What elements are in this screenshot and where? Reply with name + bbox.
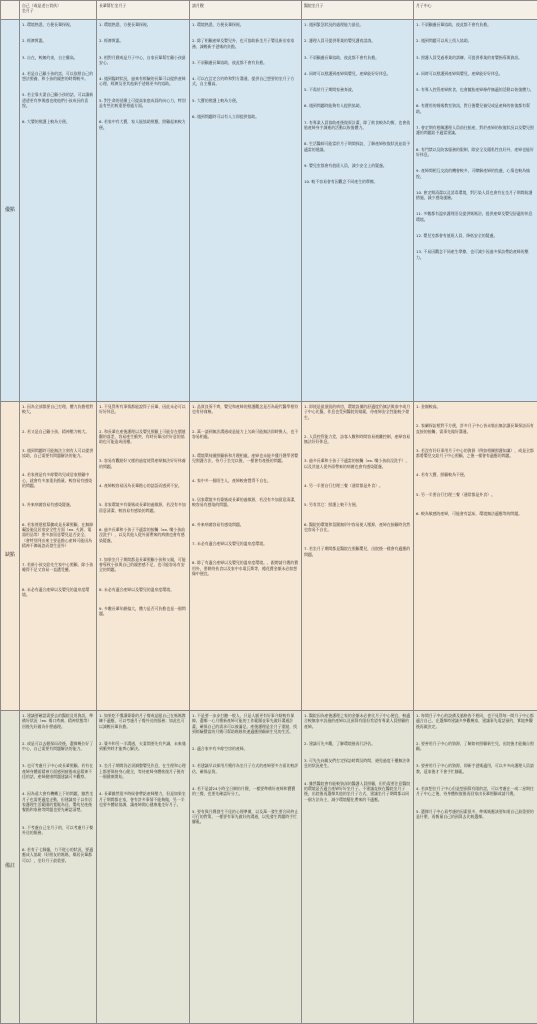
advantages-self-cell (20, 20, 97, 402)
header-row (1, 1, 537, 20)
list-item: 4. 遇到臨時狀況，過來有經驗的長輩可以提供產婦心理、經濟及更其他新手爸媽更多的協助。 (99, 76, 187, 87)
list-item: 5. 非家環境多有婆媽或長輩的過敏源，若沒有多加留意清潔，較容易有感染的問題。 (99, 502, 187, 513)
list-item: 6. 遇到問題時可以有人立即提供協助。 (192, 114, 299, 119)
list-item: 8. 未必有適合產婦以及嬰兒的溫泉度環境。 (99, 587, 187, 592)
column-header-self: 自己（或是老公買伙） 坐月子 (20, 1, 97, 20)
list-item: 3. 相對月嫂或是月子中心，自家長輩幫忙顧小孩最安心。 (99, 55, 187, 66)
corner-cell (1, 1, 20, 20)
list-item: 2. 適合家中有多餘空房的產婦。 (192, 746, 299, 751)
list-item: 5. 有專人控管產婦飲食，也會隨胎產婦條件無適的活動以恢復體力。 (416, 87, 535, 92)
column-header-center: 月子中心 (414, 1, 537, 20)
list-item: 7. 若坐月子期間都是醫院在照顧嬰兒，出院後一樣會有適應的問題。 (304, 546, 411, 557)
list-item: 4. 長輩雖然很多時候會帶給產婦壓力，但是如果坐月子期間都在家，會有許多事情不能夠做，另一半也要多體貼協調，讓產婦開心健康地坐好月子。 (99, 791, 187, 807)
list-item: 3. 自在，較無約束，自主權高。 (22, 55, 94, 60)
list-item: 7. 未必有適合產婦以及嬰兒的溫泉度環境。 (192, 541, 299, 546)
considerations-hospital-cell (302, 711, 414, 1024)
list-item: 2. 家屬探訪相對不方便，許多月子中心皆未集出無法讓長輩探訪而有直接的接觸，需事先做好溝通。 (416, 423, 535, 434)
list-item: 4. 若不是請24小時全日制的月嫂，一樣要準備好產婦和寶寶的三餐，也要先確認好分工。 (192, 786, 299, 797)
row-header-advantages: 優點 (1, 20, 20, 402)
list-item: 8. 有門禁以及防客服務的限制，除安全及隱私性良好外，產婦也能好好休息。 (416, 147, 535, 158)
list-item: 4. 家中多一個陌生人，產婦較會覺得不自在。 (192, 478, 299, 483)
list-item: 4. 若家裡是有多餘嬰幼兒或居家照顧中心，就會有多加重負擔量，較容易有感染的問題。 (22, 472, 94, 488)
list-item: 1. 如果吃不慣讓婆婆的月子餐或是跟自己在媽媽教練不適應，可以考慮月子餐外送的服務；如此也可以減輕長輩負擔。 (99, 713, 187, 729)
list-item: 5. 選擇月子中心看考慮的因素很多，準媽媽應該要知道自己最重要的是什麼，再衡量自己的預算去比較選擇。 (416, 809, 535, 820)
list-item: 1. 不是要一步步打聽一般人，只是人脈更有好事介紹較有保障，選哪一心月嫂新產婦可能的工作範圍並事先做好溝通計畫，確保自己的需求可以被滿足。產後護理是坐月子重點，找到經驗豐富的月嫂可幫助媽媽快速適應照顧新生兒的生活。 (192, 713, 299, 734)
list-item: 3. 若建議早以採用月嫂作為坐月子方式的產婦要多方面比較評估，確保品質。 (192, 763, 299, 774)
disadvantages-elders-cell (97, 402, 190, 711)
list-item: 7. 有專業人員協助產後復原計畫，除了飲食較為均衡，也會依胎產婦身手調進的活動以恢復體力。 (304, 120, 411, 131)
list-item: 6. 有費用的媽媽教室資訊，對日後嬰兒養兒或是產婦的恢復都有幫助。 (416, 103, 535, 114)
list-item: 6. 大嬰的照護上較為方便。 (22, 119, 94, 124)
list-item: 3. 要善用月子中心的資源，即新手爸媽適用，可以多多向護理人員請教，返家後才不會手忙腳亂。 (416, 763, 535, 774)
list-item: 8. 除了有適合產婦以及嬰兒的溫泉度環境。，跟聘請月嫂的費用外，要耕的伙食以及家中水電瓦斯等，總花費金額未必如想像中便宜。 (192, 560, 299, 576)
list-item: 1. 不須顧慮長輩協助，彼此都不會有負擔。 (416, 22, 535, 27)
list-item: 4. 可以在訂定合約時和對方溝通，提供自己想要的坐月子方式，自主權高。 (192, 76, 299, 87)
list-item: 1. 環境熟悉，方便長輩探視。 (99, 22, 187, 27)
list-item: 4. 若有大寶，照顧較為不便。 (416, 472, 535, 477)
disadvantages-center-cell (414, 402, 537, 711)
list-item: 5. 另一半要自行打理三餐（通常都是外食）。 (416, 492, 535, 497)
disadvantages-nanny-cell (190, 402, 302, 711)
list-item: 6. 較為敏感的產婦，可能會有認床，環境無法適應等的問題。 (416, 511, 535, 516)
list-item: 3. 若沒有好好事用月子中心的資源（例如相關照護知識），或是全都都將嬰兒交給月子中心照顧，之後一樣會有適應的問題。 (416, 448, 535, 459)
list-item: 2. 護理人員可提供專業的嬰兒護育諮詢。 (304, 38, 411, 43)
list-item: 1. 因為全部都要自己打理，體力負擔相對較大。 (22, 404, 94, 415)
list-item: 3. 坐月子期間仍必須調整嬰兒作息，在生理和心理上都要保持身心健全，等待產婦身體恢復月子後有一個健康開始。 (99, 763, 187, 779)
list-item: 4. 雖然醫院會有能較資深的醫護人員照顧，但仍需要注意醫院的環境是否適合產婦好好坐月子。不建議直接在醫院坐月子後，出院後再選擇其他的坐月子方式，建議坐月子期間都以同一個方法為主，減少環境變化帶來的不適應。 (304, 781, 411, 802)
list-item: 2. 人員控管能力差，訪客人數和時間容易被難控制，產婦容易無法好好休息。 (304, 434, 411, 445)
considerations-elders-cell (97, 711, 190, 1024)
list-item: 7. 會定期有相關護理人員前往胎產，對於產婦的恢復狀況以及嬰兒照護的問題給予適當建議。 (416, 125, 535, 136)
advantages-row (1, 20, 537, 402)
list-item: 2. 或是可以去健保局改後，選擇幾位好了中心，自己需要有問題解決的能力。 (22, 741, 94, 752)
list-item: 1. 不見得所有事情都能說得子長輩，因此未必可以好好休息。 (99, 404, 187, 415)
list-item: 5. 另有其它：照護上較不方便。 (304, 502, 411, 507)
advantages-nanny-cell (190, 20, 302, 402)
list-item: 3. 照護人員受過專業的訓練，可提供專業的育嬰指導與資訊。 (416, 55, 535, 60)
list-item: 9. 嬰兒室都會有值班人員，減少安全上的疑慮。 (304, 163, 411, 168)
list-item: 2. 婆多和另一半溝通，夫妻間要先有共識，未來遇到衝突時才能齊心解決。 (99, 741, 187, 752)
row-header-considerations: 備註 (1, 711, 20, 1024)
list-item: 1. 環境熟悉，方便長輩探視。 (22, 22, 94, 27)
list-item: 10. 較不容易會有因觀念不同產生的摩擦。 (304, 179, 411, 184)
advantages-center-cell (414, 20, 537, 402)
list-item: 3. 也可考慮月子中心或長輩照顧。若有在產婦身體面精神方面感到疲倦或是精神不佳的話，產婦健康問題建議可多觀察。 (22, 763, 94, 779)
list-item: 6. 遇到問題時能夠有人提供協助。 (304, 103, 411, 108)
considerations-nanny-cell (190, 711, 302, 1024)
considerations-center-cell (414, 711, 537, 1024)
list-item: 4. 另一半要自行打理三餐（通常都是外食）。 (304, 483, 411, 488)
considerations-self-cell (20, 711, 97, 1024)
list-item: 12. 嬰兒室都會有值班人員，降低安全的疑慮。 (416, 233, 535, 238)
list-item: 13. 不易因觀念不同產生摩擦，也可減少因過多探訪帶給產婦的壓力。 (416, 249, 535, 260)
list-item: 6. 過多長輩和小孩子不適當的接觸（ex. 嘴小孩前沒洗手），以及其他人從外面帶來的病菌也會有感染疑慮。 (99, 527, 187, 543)
list-item: 8. 未必有適合產婦以及嬰兒的溫泉度環境。 (22, 587, 94, 598)
list-item: 5. 不考慮自己坐月子的，可以考慮月子餐外送的服務。 (22, 825, 94, 836)
list-item: 5. 大寶的照護上較為方便。 (192, 98, 299, 103)
advantages-elders-cell (97, 20, 190, 402)
column-header-nanny: 請月嫂 (190, 1, 302, 20)
list-item: 6. 醫院的環境和氛圍無形中容易使人壓抑，產婦在接顧時仍然也容易不自在。 (304, 522, 411, 533)
list-item: 5. 居家環境多有婆媽或長輩的過敏源，若沒有多加留意清潔，較容易有感染的問題。 (192, 497, 299, 508)
list-item: 4. 同時可以照護到產婦與嬰兒，產婦能好好休息。 (304, 71, 411, 76)
list-item: 7. 若新小孩交給先生家中心照顧，除小孩睡得不足又容易一直遭受擾。 (22, 562, 94, 573)
list-item: 3. 環境單純僅照顧新和月嫂相處，產婦也未能多懂月嫂學習嬰兒照護方法，待月子坐完以後，一樣會有產後的問題。 (192, 453, 299, 464)
list-item: 1. 金額較高。 (416, 404, 535, 409)
list-item: 1. 環境熟悉，方便長輩探視。 (192, 22, 299, 27)
disadvantages-self-cell (20, 402, 97, 711)
list-item: 3. 不須顧慮長輩協助，彼此都不會有負擔。 (192, 60, 299, 65)
list-item: 2. 經濟實惠。 (22, 38, 94, 43)
list-item: 2. 和長輩在產後護理以及嬰兒照顧上可能存在價值觀的落差，容易產生衝突，有時長輩出於好意的協助也可能造成困擾。 (99, 429, 187, 445)
advantages-hospital-cell (302, 20, 414, 402)
list-item: 3. 容易有觀點好又樣的過度使得產婦無法好好休養的問題。 (99, 458, 187, 469)
list-item: 10. 會定期清潔以及消毒環境，對污染人員也會有在坐月子期間防護措施，減少感染風險。 (416, 190, 535, 201)
column-header-hospital: 醫院坐月子 (302, 1, 414, 20)
list-item: 3. 不須顧慮長輩協助，彼此都不會有負擔。 (304, 55, 411, 60)
row-header-disadvantages: 缺點 (1, 402, 20, 711)
list-item: 11. 多數都有溫泉護理浴及提供媽媽浴，提供產婦及嬰兒舒適的休息環境。 (416, 211, 535, 222)
list-item: 2. 經濟實惠。 (99, 38, 187, 43)
list-item: 2. 若又是自己顧小孩，精神壓力較大。 (22, 429, 94, 434)
list-item: 3. 可先先向親友們打定探訪時間及時間，避免過度干擾無法休息的狀況產生。 (304, 758, 411, 769)
list-item: 1. 醫院因為產後護理之家的金額未必會比月子中心便宜，較適合較無家中設施的產婦以及預算有限但希望有專業人員照顧的產婦。 (304, 713, 411, 729)
list-item: 1. 品質良莠不齊，嬰兒和產婦的照護觀念是否為現代醫學相符也有待商榷。 (192, 404, 299, 415)
list-item: 6. 外來病菌容易有感染問題。 (192, 522, 299, 527)
list-item: 8. 生活醫師可能當於月子期間探訪，了解產婦恢復狀況並給予適當的建議。 (304, 141, 411, 152)
list-item: 1. 每間月子中心的設備及風格皆不相同，也不見得每一間月子中心都適合自己，在選擇時建議多參觀幾家，建議事先電話預約，實地參觀後再做決定。 (416, 713, 535, 729)
list-item: 4. 同時可以照護到產婦與嬰兒，產婦能好好休息。 (416, 71, 535, 76)
list-item: 5. 外來病菌容易有感染疑慮。 (22, 502, 94, 507)
disadvantages-hospital-cell (302, 402, 414, 711)
list-item: 4. 若是自己顧小孩的話，可以依照自己的想法照養，和小孩的親密的時間較多。 (22, 71, 94, 82)
disadvantages-row (1, 402, 537, 711)
list-item: 2. 萬一請到無法溝通或是能力上欠缺可能無法即時換人，也不容易相處。 (192, 429, 299, 440)
list-item: 5. 若全靠夫妻自己顧小孩的話，可以讓新爸爸更有參與感也使他們小孩成長的喜悅。 (22, 92, 94, 108)
list-item: 5. 對生命的延續上可提高家庭成員的向心力，特別是有些比較重要相處方面。 (99, 98, 187, 109)
column-header-elders: 長輩幫忙坐月子 (97, 1, 190, 20)
list-item: 2. 建議可先多觀，了解環境後再行評估。 (304, 741, 411, 746)
list-item: 9. 多數長輩年齡偏大，體力是否可負擔也是一個問題。 (99, 606, 187, 617)
list-item: 1. 遇到緊急狀況的處理能力最佳。 (304, 22, 411, 27)
list-item: 4. 因為遠大會有機轉上下的問題，雖然坐月子也需要適度走動，但建議房子以作居家護理生活範圍的寬鬆為佳，嬰幼兒產後餐點和家務等問題也要先確認清楚。 (22, 791, 94, 812)
list-item: 5. 要有與月嫂發生不佳的心理準備，以及萬一發生要合同終止可行的對策，一樣要有事先做好的溝通，以免發生問題時手忙腳亂。 (192, 809, 299, 825)
list-item: 2. 除了相顧產婦及嬰兒外，也可協助新坐月子嬰及新出家家務，減輕新手爸媽的負擔。 (192, 38, 299, 49)
list-item: 1. 即使是最頂級的病房，環境設備的舒適度仍無法與家中或月子中心比擬，作息也受到醫院的規範，待產婦安全性能較少發生。 (304, 404, 411, 420)
list-item: 6. 若有子七歸寵，力不從心的狀況，要適應成人協助（好朋友的媽媽，鄰居長輩都可以），坐好月子最重要。 (22, 847, 94, 863)
list-item: 6. 若家裡建租幫傭或是長輩照顧，在無障礙設施及居家安全性方面（ex. 火源、電器用品等）要多加留意嬰兒是否安全。（會特別列出來主要是擔心產婦可能因為精神不濟疏忽而發生意外） (22, 522, 94, 548)
list-item: 6. 若家中有大寶，家人能協助照應，照顧起來較方便。 (99, 119, 187, 130)
list-item: 2. 要善用月子中心的資源，了解如何照顧新生兒，出院後才能獨自照顧。 (416, 741, 535, 752)
list-item: 1. 建議要確認需要去的醫院及用資訊，準備好狀況（ex. 傷口疼痛、精神狀態等）回後先好做為什麼處理。 (22, 713, 94, 729)
list-item: 4. 產婦較容易因為長輩擔心的話語而感到不安。 (99, 483, 187, 488)
list-item: 5. 不需於月子期間家務奔波。 (304, 87, 411, 92)
considerations-row (1, 711, 537, 1024)
list-item: 4. 若真想住月子中心但是想預算有限的話，可以考慮在一或二星期住月子中心之後，待身體恢復後再回家由長輩照顧或請月嫂。 (416, 786, 535, 797)
list-item: 2. 遇到問題可以馬上找人協助。 (416, 38, 535, 43)
list-item: 3. 遇到問題時可能無法立刻有人可以提供協助，自己需要有問題解決的能力。 (22, 448, 94, 459)
list-item: 9. 產婦間相互交流的機會較多，可瞭解產婦的焦慮，心情也較為愉悅。 (416, 168, 535, 179)
list-item: 7. 如果坐月子期間都是長輩照顧小孩和父親，可能會導致小孩與自己的親密感不足，也可能容易有安全的問題。 (99, 557, 187, 573)
list-item: 3. 過多長輩和小孩子不適當的接觸（ex. 嘴小孩前沒洗手），以及其他人從外面帶來的病菌也會有感染疑慮。 (304, 458, 411, 469)
